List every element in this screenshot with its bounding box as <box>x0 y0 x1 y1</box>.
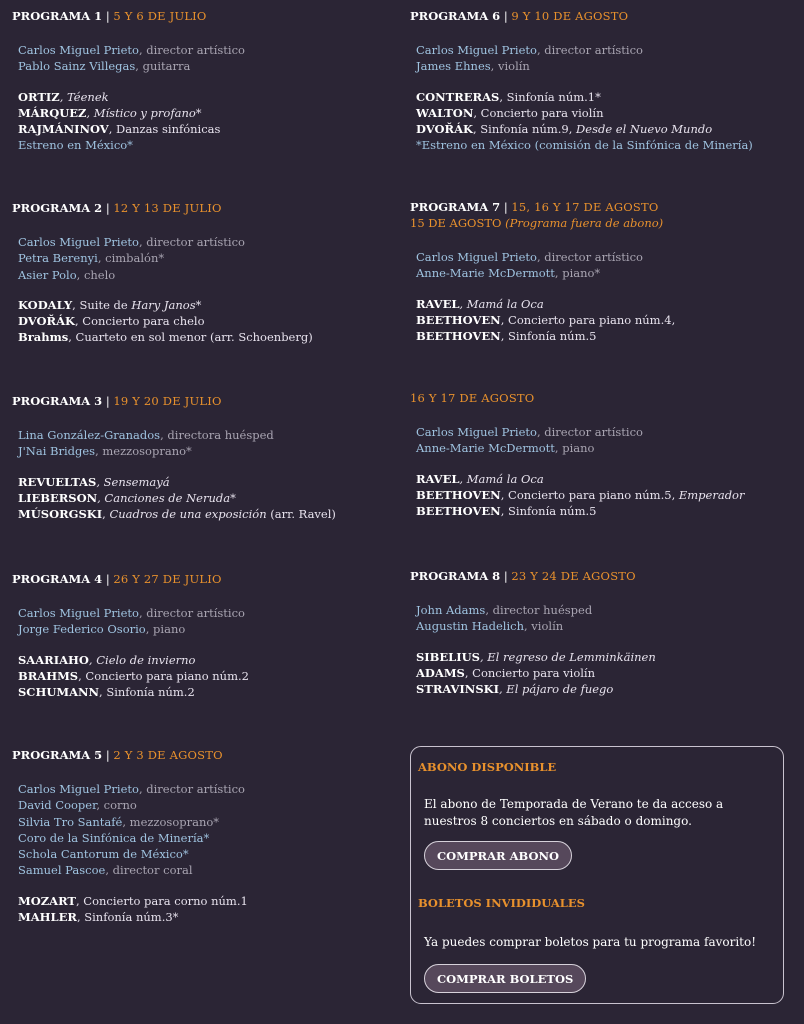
piece <box>18 105 402 121</box>
work-title: , Danzas sinfónicas <box>108 122 221 137</box>
program-name: PROGRAMA 6 <box>410 9 501 23</box>
performer-role: , director artístico <box>138 235 245 249</box>
performer <box>416 249 795 265</box>
composer: BRAHMS <box>18 668 79 683</box>
work-title: , Concierto para piano núm.2 <box>78 668 249 683</box>
work-title: , Concierto para piano núm.4, <box>500 312 676 327</box>
performer-name: Carlos Miguel Prieto <box>18 606 139 620</box>
piece <box>416 121 795 137</box>
composer: SAARIAHO <box>18 652 89 667</box>
composer: LIEBERSON <box>18 490 98 505</box>
performer-role: , cimbalón* <box>97 251 165 266</box>
piece <box>18 684 402 700</box>
program-7-alt-dates <box>410 390 795 519</box>
composer: ORTIZ <box>18 89 60 104</box>
performer-name: Silvia Tro Santafé <box>18 814 123 829</box>
work-title: , Mamá la Oca <box>459 471 544 486</box>
program-header <box>410 568 795 584</box>
performer-name: Carlos Miguel Prieto <box>416 425 537 439</box>
performer <box>18 797 402 813</box>
performer-name: Samuel Pascoe <box>18 863 106 878</box>
separator: | <box>105 394 110 408</box>
work-title: Emperador <box>678 487 745 502</box>
performer-role: , violín <box>524 619 564 634</box>
program-date: 15, 16 Y 17 DE AGOSTO <box>511 200 659 214</box>
composer: CONTRERAS <box>416 89 500 104</box>
piece <box>416 471 795 487</box>
performer-role: , piano <box>145 622 186 637</box>
performer-role: , piano <box>554 441 595 456</box>
performers <box>416 602 795 635</box>
piece <box>18 506 402 522</box>
performer-role: , director artístico <box>536 250 643 264</box>
piece <box>416 649 795 665</box>
performer <box>18 814 402 830</box>
performer <box>416 440 795 456</box>
repertoire <box>18 474 402 523</box>
program-header <box>12 200 402 216</box>
work-title: , Sinfonía núm.3* <box>76 910 179 925</box>
performer-name: Asier Polo <box>18 267 77 282</box>
performer <box>18 267 402 283</box>
work-text: , Concierto para piano núm.5, <box>500 487 679 502</box>
composer: BEETHOVEN <box>416 312 501 327</box>
performers <box>416 42 795 75</box>
performer-role: , director coral <box>105 863 193 878</box>
composer: BEETHOVEN <box>416 487 501 502</box>
performer <box>18 427 402 443</box>
program-name: PROGRAMA 2 <box>12 201 103 215</box>
piece <box>18 652 402 668</box>
buy-tickets-button[interactable]: COMPRAR BOLETOS <box>424 964 586 993</box>
work-text: (arr. Ravel) <box>266 507 336 522</box>
performer <box>416 265 795 281</box>
work-title: , El pájaro de fuego <box>499 682 614 697</box>
work-title: , Cuarteto en sol menor (arr. Schoenberg) <box>68 330 313 345</box>
program-4 <box>12 571 402 700</box>
work-title: , El regreso de Lemminkäinen <box>479 649 656 664</box>
piece <box>416 105 795 121</box>
work-title: , Concierto para violín <box>464 665 596 680</box>
performers <box>18 781 402 879</box>
composer: WALTON <box>416 105 474 120</box>
composer: DVOŘÁK <box>18 314 75 329</box>
program-1 <box>12 8 402 154</box>
performer-name: John Adams <box>416 603 486 617</box>
piece <box>416 681 795 697</box>
work-text: , Suite de <box>72 297 132 312</box>
performer <box>18 862 402 878</box>
performer <box>18 443 402 459</box>
composer: RAJMÁNINOV <box>18 122 109 137</box>
work-title: , Concierto para violín <box>473 105 604 120</box>
work-title: , Cielo de invierno <box>88 652 196 667</box>
separator: | <box>503 9 508 23</box>
piece <box>18 89 402 105</box>
program-date: 12 Y 13 DE JULIO <box>113 201 222 215</box>
performer-name: James Ehnes <box>416 59 491 74</box>
piece <box>18 909 402 925</box>
program-date: 9 Y 10 DE AGOSTO <box>511 9 629 23</box>
performer-name: Petra Berenyi <box>18 251 98 266</box>
composer: RAVEL <box>416 296 460 311</box>
performer <box>18 781 402 797</box>
sub-note: (Programa fuera de abono) <box>505 216 664 230</box>
performer <box>18 250 402 266</box>
separator: | <box>503 569 508 583</box>
performers <box>18 605 402 638</box>
composer: DVOŘÁK <box>416 122 473 137</box>
piece <box>18 329 402 345</box>
tickets-text: Ya puedes comprar boletos para tu programa favorito! <box>424 935 757 949</box>
repertoire <box>416 89 795 154</box>
piece <box>416 312 795 328</box>
subscription-text: El abono de Temporada de Verano te da acceso a nuestros 8 conciertos en sábado o domingo. <box>424 797 724 828</box>
performer-role: , director artístico <box>138 43 245 57</box>
repertoire <box>416 649 795 698</box>
program-date: 19 Y 20 DE JULIO <box>113 394 222 408</box>
work-title: , Concierto para chelo <box>74 314 205 329</box>
composer: STRAVINSKI <box>416 682 499 697</box>
separator: | <box>503 200 508 214</box>
piece <box>18 474 402 490</box>
piece <box>416 503 795 519</box>
piece <box>416 89 795 105</box>
composer: MOZART <box>18 893 76 908</box>
performer <box>18 605 402 621</box>
performer-name: Carlos Miguel Prieto <box>416 43 537 57</box>
performer-name: Lina González-Granados <box>18 428 161 442</box>
sub-date: 15 DE AGOSTO <box>410 216 502 230</box>
performer-name: Coro de la Sinfónica de Minería* <box>18 830 210 845</box>
repertoire <box>18 652 402 701</box>
program-name: PROGRAMA 4 <box>12 572 103 586</box>
program-8 <box>410 568 795 697</box>
performer-name: Pablo Sainz Villegas <box>18 59 136 74</box>
performer-role: , directora huésped <box>160 428 274 442</box>
piece <box>18 297 402 313</box>
program-date: 5 Y 6 DE JULIO <box>113 9 207 23</box>
performer <box>18 234 402 250</box>
work-title: , Sinfonía núm.2 <box>99 685 195 700</box>
performers <box>416 249 795 282</box>
performer-name: Schola Cantorum de México* <box>18 847 189 862</box>
work-text: , Sinfonía núm.9, <box>472 122 577 137</box>
performer-name: Augustin Hadelich <box>416 619 524 634</box>
performer-name: Carlos Miguel Prieto <box>18 43 139 57</box>
repertoire <box>416 471 795 520</box>
performer <box>18 42 402 58</box>
program-name: PROGRAMA 1 <box>12 9 103 23</box>
work-title: , Mamá la Oca <box>459 296 544 311</box>
tickets-heading: BOLETOS INVIDIDUALES <box>418 896 585 910</box>
work-title: Desde el Nuevo Mundo <box>576 122 713 137</box>
piece <box>18 893 402 909</box>
performer <box>416 424 795 440</box>
piece <box>18 490 402 506</box>
composer: RAVEL <box>416 471 460 486</box>
performer-name: Jorge Federico Osorio <box>18 622 146 637</box>
program-header <box>12 747 402 763</box>
piece <box>416 665 795 681</box>
subscription-heading: ABONO DISPONIBLE <box>418 760 557 774</box>
performer <box>18 846 402 862</box>
composer: MÚSORGSKI <box>18 507 103 522</box>
repertoire <box>18 297 402 346</box>
composer: SCHUMANN <box>18 685 100 700</box>
separator: | <box>105 572 110 586</box>
performer-role: , director artístico <box>138 606 245 620</box>
performers <box>18 427 402 460</box>
performer <box>18 621 402 637</box>
program-header <box>12 571 402 587</box>
work-title: , Téenek <box>59 89 109 104</box>
composer: MAHLER <box>18 910 77 925</box>
work-title: , Concierto para corno núm.1 <box>75 893 248 908</box>
performer-name: Anne-Marie McDermott <box>416 266 555 281</box>
work-text: * <box>195 297 202 312</box>
program-3 <box>12 393 402 522</box>
program-name: PROGRAMA 8 <box>410 569 501 583</box>
composer: SIBELIUS <box>416 649 480 664</box>
program-date: 26 Y 27 DE JULIO <box>113 572 222 586</box>
performer-name: David Cooper <box>18 798 97 813</box>
piece <box>18 121 402 137</box>
performer-role: , mezzosoprano* <box>122 814 220 829</box>
performers <box>416 424 795 457</box>
work-title: , Místico y profano* <box>86 105 202 120</box>
program-name: PROGRAMA 3 <box>12 394 103 408</box>
performer <box>416 58 795 74</box>
separator: | <box>105 748 110 762</box>
work-title: , Sinfonía núm.5 <box>500 329 597 344</box>
program-header <box>12 8 402 24</box>
program-5 <box>12 747 402 925</box>
program-sub-date <box>410 215 795 231</box>
program-header <box>410 390 795 406</box>
performers <box>18 234 402 283</box>
performer-role: , violín <box>490 59 530 74</box>
composer: MÁRQUEZ <box>18 105 87 120</box>
program-name: PROGRAMA 5 <box>12 748 103 762</box>
program-date: 16 Y 17 DE AGOSTO <box>410 391 535 405</box>
performer-role: , mezzosoprano* <box>95 444 192 459</box>
work-title: , Sensemayá <box>96 474 170 489</box>
performer-role: , director artístico <box>536 43 643 57</box>
performer-name: Anne-Marie McDermott <box>416 441 555 456</box>
program-2 <box>12 200 402 346</box>
program-header <box>410 8 795 24</box>
program-date: 2 Y 3 DE AGOSTO <box>113 748 223 762</box>
repertoire <box>18 893 402 926</box>
piece <box>18 668 402 684</box>
performer-name: Carlos Miguel Prieto <box>18 235 139 249</box>
performer-role: , director artístico <box>138 782 245 796</box>
repertoire <box>416 296 795 345</box>
piece <box>416 487 795 503</box>
work-title: Cuadros de una exposición <box>109 507 267 522</box>
work-title: , Sinfonía núm.1* <box>499 89 601 104</box>
performer-name: Carlos Miguel Prieto <box>416 250 537 264</box>
piece <box>416 328 795 344</box>
performer <box>416 602 795 618</box>
performer-role: , piano* <box>554 266 601 281</box>
work-title: Hary Janos <box>131 297 196 312</box>
program-header <box>410 199 795 215</box>
composer: KODALY <box>18 297 73 312</box>
performer-name: J'Nai Bridges <box>18 444 96 459</box>
performer-role: , guitarra <box>135 59 191 74</box>
program-6 <box>410 8 795 154</box>
performer-role: , director artístico <box>536 425 643 439</box>
tickets-panel <box>410 746 784 1004</box>
program-name: PROGRAMA 7 <box>410 200 501 214</box>
piece <box>18 313 402 329</box>
performer <box>18 830 402 846</box>
separator: | <box>105 201 110 215</box>
performer-role: , director huésped <box>485 603 593 617</box>
performer <box>18 58 402 74</box>
performer <box>416 42 795 58</box>
work-title: , Sinfonía núm.5 <box>500 504 597 519</box>
piece <box>416 296 795 312</box>
repertoire <box>18 89 402 154</box>
buy-subscription-button[interactable]: COMPRAR ABONO <box>424 841 572 870</box>
program-date: 23 Y 24 DE AGOSTO <box>511 569 636 583</box>
performer-role: , chelo <box>76 267 116 282</box>
composer: BEETHOVEN <box>416 504 501 519</box>
premiere-note: *Estreno en México (comisión de la Sinfónica de Minería) <box>416 138 753 153</box>
premiere-note: Estreno en México* <box>18 138 133 153</box>
composer: Brahms <box>18 330 69 345</box>
composer: BEETHOVEN <box>416 329 501 344</box>
separator: | <box>105 9 110 23</box>
work-text: , <box>102 507 110 522</box>
composer: ADAMS <box>416 665 465 680</box>
composer: REVUELTAS <box>18 474 97 489</box>
performer <box>416 618 795 634</box>
work-title: , Canciones de Neruda* <box>97 490 236 505</box>
performers <box>18 42 402 75</box>
program-header <box>12 393 402 409</box>
program-7 <box>410 199 795 344</box>
performer-role: , corno <box>96 798 137 813</box>
performer-name: Carlos Miguel Prieto <box>18 782 139 796</box>
